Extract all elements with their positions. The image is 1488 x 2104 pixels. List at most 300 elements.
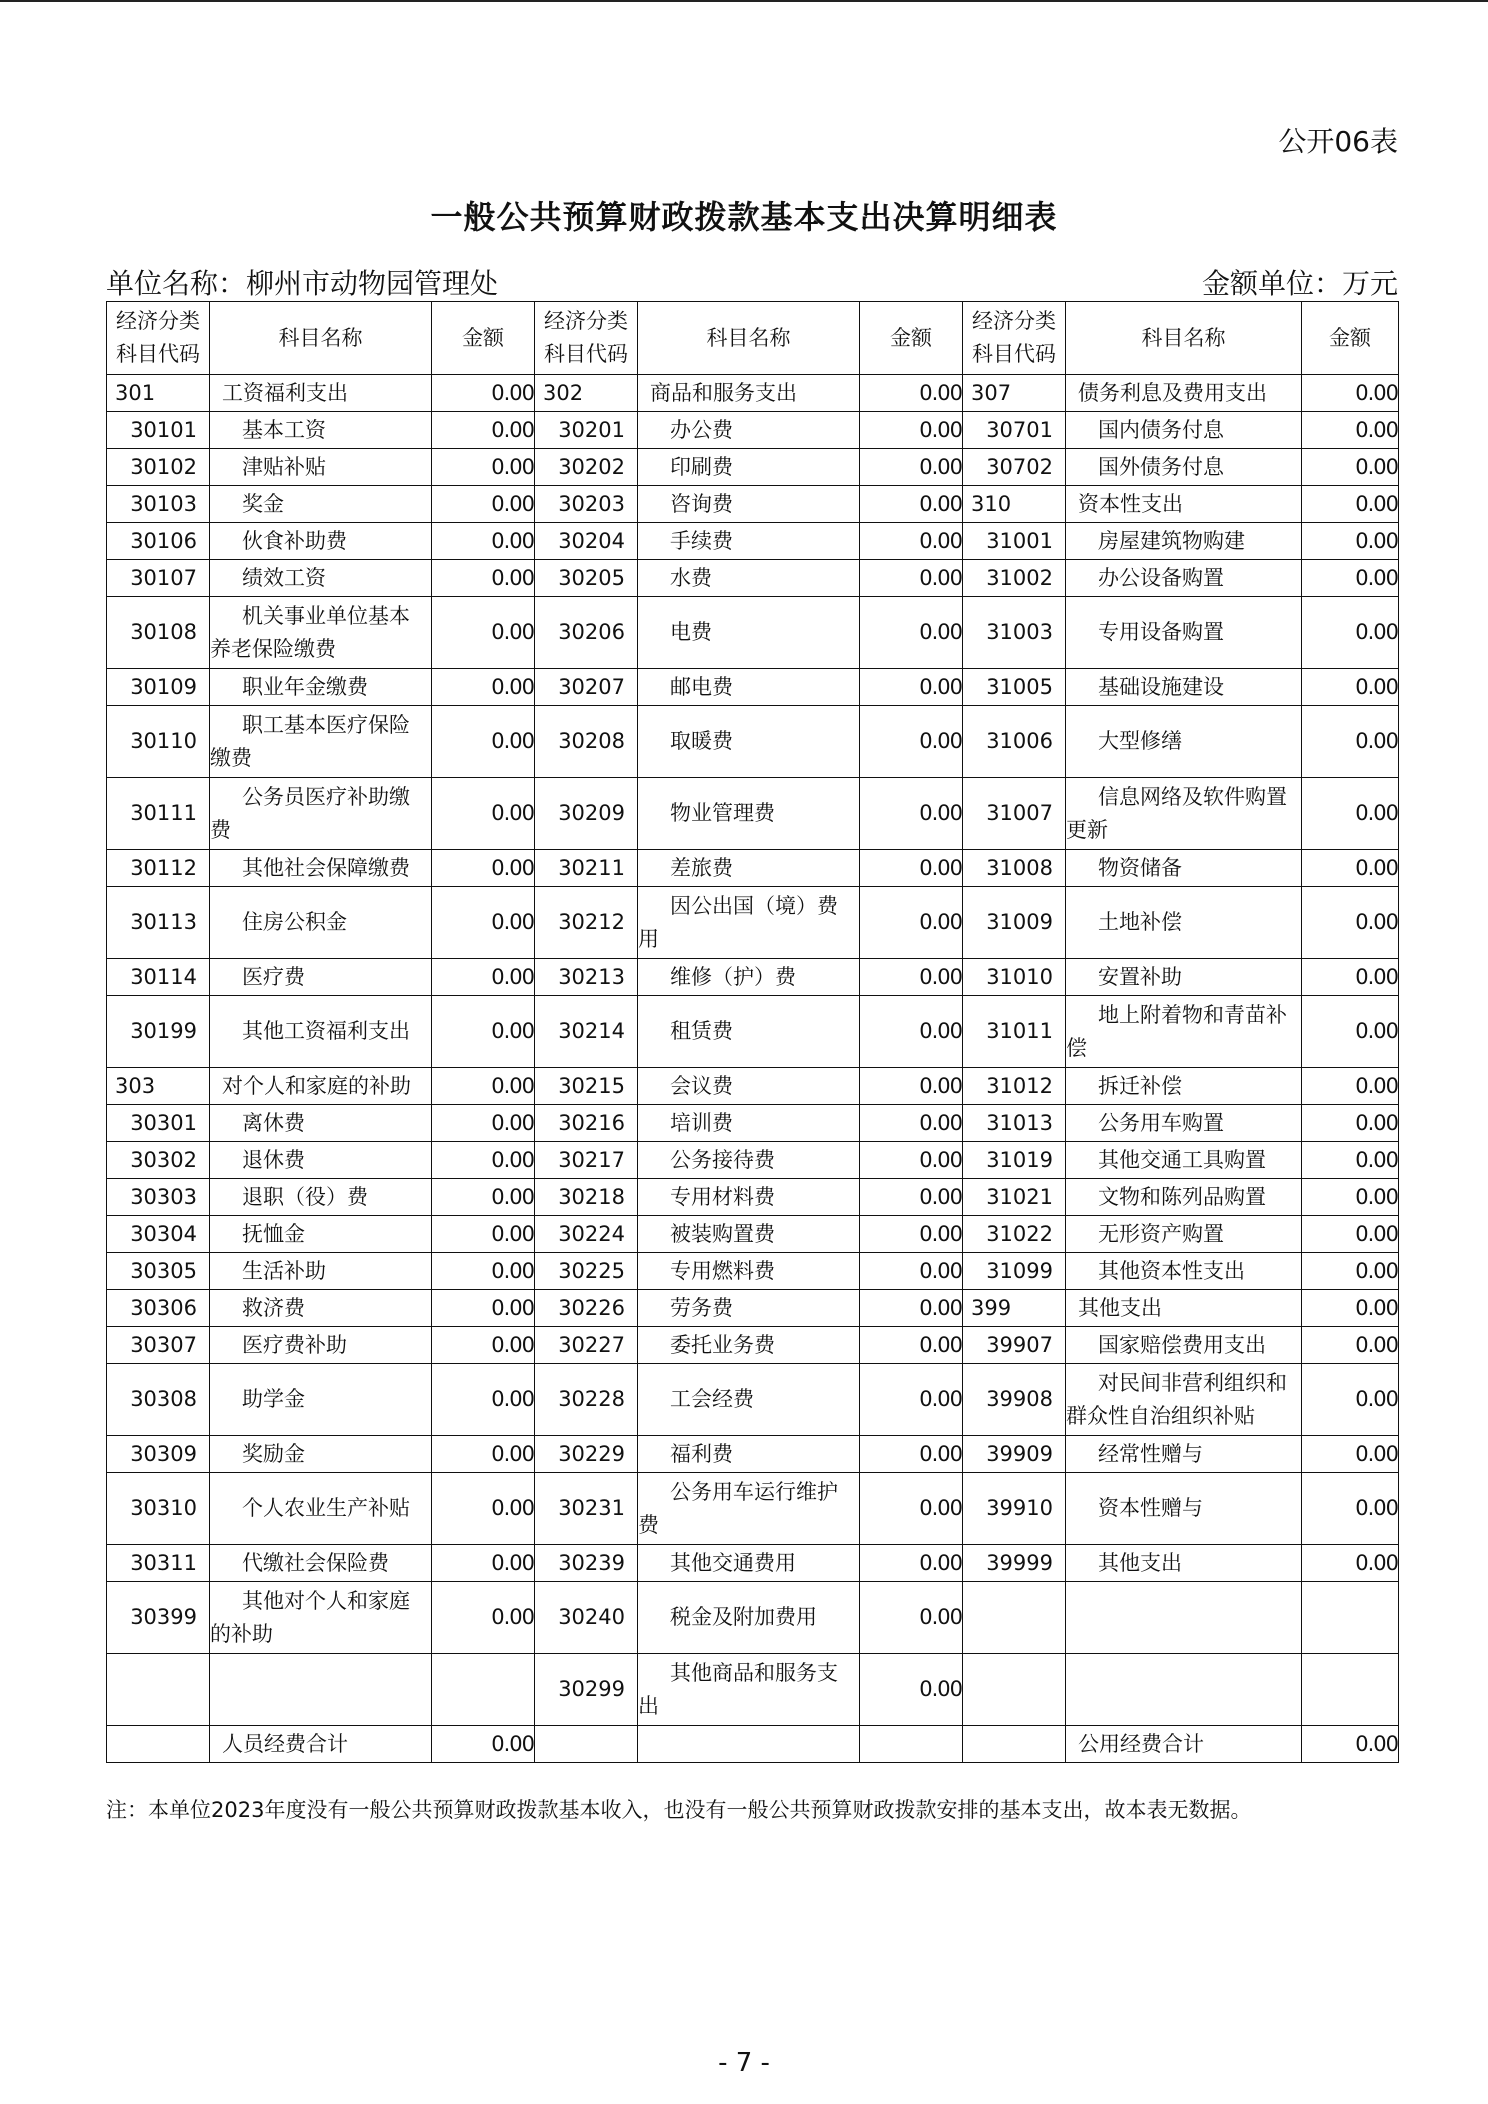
name-cell: 土地补偿 [1066,887,1302,959]
table-row [107,959,1399,996]
name-cell: 邮电费 [638,669,860,706]
amount-cell: 0.00 [860,1545,963,1582]
name-cell: 资本性赠与 [1066,1473,1302,1545]
amount-cell: 0.00 [1302,1105,1399,1142]
code-cell: 30702 [963,449,1066,486]
header-code: 经济分类科目代码 [535,302,638,375]
amount-cell: 0.00 [1302,887,1399,959]
header-name: 科目名称 [1066,302,1302,375]
amount-cell: 0.00 [860,1179,963,1216]
code-cell: 39907 [963,1327,1066,1364]
code-cell: 30311 [107,1545,210,1582]
code-cell: 30204 [535,523,638,560]
amount-cell: 0.00 [860,887,963,959]
amount-cell [432,1654,535,1726]
amount-cell: 0.00 [860,1253,963,1290]
code-cell: 302 [535,375,638,412]
code-cell: 30310 [107,1473,210,1545]
table-row [107,1105,1399,1142]
code-cell: 30108 [107,597,210,669]
name-cell: 对民间非营利组织和群众性自治组织补贴 [1066,1364,1302,1436]
table-cell [107,1726,210,1763]
name-cell: 国家赔偿费用支出 [1066,1327,1302,1364]
code-cell: 30107 [107,560,210,597]
amount-cell: 0.00 [432,887,535,959]
name-cell: 奖励金 [210,1436,432,1473]
amount-cell: 0.00 [432,959,535,996]
amount-cell: 0.00 [432,1142,535,1179]
name-cell: 医疗费 [210,959,432,996]
amount-cell: 0.00 [432,1179,535,1216]
name-cell: 退职（役）费 [210,1179,432,1216]
name-cell: 抚恤金 [210,1216,432,1253]
name-cell: 拆迁补偿 [1066,1068,1302,1105]
amount-cell: 0.00 [1302,1436,1399,1473]
header-amount: 金额 [1302,302,1399,375]
name-cell: 手续费 [638,523,860,560]
amount-unit: 金额单位：万元 [1201,267,1398,300]
name-cell: 对个人和家庭的补助 [210,1068,432,1105]
amount-cell: 0.00 [860,1327,963,1364]
amount-cell: 0.00 [1302,669,1399,706]
code-cell: 30213 [535,959,638,996]
code-cell: 31019 [963,1142,1066,1179]
table-row [107,1436,1399,1473]
amount-cell: 0.00 [1302,1142,1399,1179]
name-cell: 文物和陈列品购置 [1066,1179,1302,1216]
name-cell: 绩效工资 [210,560,432,597]
amount-cell: 0.00 [860,706,963,778]
name-cell: 伙食补助费 [210,523,432,560]
name-cell: 信息网络及软件购置更新 [1066,778,1302,850]
amount-cell: 0.00 [860,850,963,887]
amount-cell: 0.00 [432,1290,535,1327]
header-code: 经济分类科目代码 [107,302,210,375]
unit-name: 单位名称：柳州市动物园管理处 [106,267,499,300]
amount-cell: 0.00 [432,996,535,1068]
name-cell: 其他对个人和家庭的补助 [210,1582,432,1654]
code-cell: 307 [963,375,1066,412]
name-cell [210,1654,432,1726]
name-cell: 被装购置费 [638,1216,860,1253]
amount-cell: 0.00 [1302,850,1399,887]
amount-cell: 0.00 [1302,1068,1399,1105]
code-cell: 31001 [963,523,1066,560]
name-cell: 公务员医疗补助缴费 [210,778,432,850]
code-cell: 30216 [535,1105,638,1142]
code-cell: 31012 [963,1068,1066,1105]
code-cell: 30226 [535,1290,638,1327]
table-row [107,1216,1399,1253]
name-cell: 国外债务付息 [1066,449,1302,486]
name-cell [1066,1582,1302,1654]
amount-cell: 0.00 [432,1364,535,1436]
amount-cell: 0.00 [1302,375,1399,412]
name-cell: 津贴补贴 [210,449,432,486]
amount-cell: 0.00 [1302,1290,1399,1327]
top-border-line [0,0,1488,2]
amount-cell: 0.00 [860,1068,963,1105]
code-cell: 30112 [107,850,210,887]
code-cell: 31009 [963,887,1066,959]
amount-cell: 0.00 [860,1582,963,1654]
name-cell: 医疗费补助 [210,1327,432,1364]
name-cell: 安置补助 [1066,959,1302,996]
table-cell [963,1726,1066,1763]
code-cell: 30207 [535,669,638,706]
name-cell: 专用设备购置 [1066,597,1302,669]
table-row [107,523,1399,560]
code-cell: 30239 [535,1545,638,1582]
table-row [107,778,1399,850]
code-cell: 31007 [963,778,1066,850]
name-cell: 电费 [638,597,860,669]
amount-cell: 0.00 [1302,996,1399,1068]
table-row [107,1290,1399,1327]
table-row [107,1654,1399,1726]
code-cell: 30308 [107,1364,210,1436]
amount-cell: 0.00 [860,778,963,850]
amount-cell: 0.00 [432,1545,535,1582]
amount-cell: 0.00 [1302,706,1399,778]
totals-row [107,1726,1399,1763]
name-cell: 商品和服务支出 [638,375,860,412]
name-cell: 基础设施建设 [1066,669,1302,706]
name-cell: 其他支出 [1066,1545,1302,1582]
name-cell: 办公设备购置 [1066,560,1302,597]
amount-cell: 0.00 [432,375,535,412]
name-cell: 奖金 [210,486,432,523]
amount-cell: 0.00 [860,375,963,412]
table-row [107,1068,1399,1105]
amount-cell: 0.00 [860,412,963,449]
code-cell [963,1654,1066,1726]
code-cell: 30205 [535,560,638,597]
table-row [107,1327,1399,1364]
amount-cell: 0.00 [860,560,963,597]
code-cell: 30240 [535,1582,638,1654]
table-row [107,560,1399,597]
name-cell: 取暖费 [638,706,860,778]
name-cell: 个人农业生产补贴 [210,1473,432,1545]
amount-cell: 0.00 [860,486,963,523]
page-number: - 7 - [718,2048,770,2078]
code-cell: 31003 [963,597,1066,669]
amount-cell: 0.00 [1302,1216,1399,1253]
code-cell: 30202 [535,449,638,486]
name-cell: 维修（护）费 [638,959,860,996]
name-cell: 办公费 [638,412,860,449]
code-cell: 30228 [535,1364,638,1436]
table-row [107,1473,1399,1545]
name-cell: 咨询费 [638,486,860,523]
header-code: 经济分类科目代码 [963,302,1066,375]
table-cell [860,1726,963,1763]
code-cell: 30106 [107,523,210,560]
code-cell: 30225 [535,1253,638,1290]
name-cell: 其他资本性支出 [1066,1253,1302,1290]
amount-cell [1302,1582,1399,1654]
amount-cell: 0.00 [432,1068,535,1105]
amount-cell: 0.00 [432,1105,535,1142]
code-cell: 30227 [535,1327,638,1364]
amount-cell: 0.00 [860,1290,963,1327]
name-cell: 其他社会保障缴费 [210,850,432,887]
table-row [107,1364,1399,1436]
amount-cell: 0.00 [432,778,535,850]
code-cell: 30203 [535,486,638,523]
code-cell: 30304 [107,1216,210,1253]
expenditure-table [106,301,1399,1763]
name-cell: 工资福利支出 [210,375,432,412]
name-cell: 培训费 [638,1105,860,1142]
name-cell: 无形资产购置 [1066,1216,1302,1253]
name-cell: 公务用车购置 [1066,1105,1302,1142]
table-row [107,1179,1399,1216]
table-row [107,412,1399,449]
table-row [107,850,1399,887]
name-cell: 福利费 [638,1436,860,1473]
amount-cell: 0.00 [1302,1545,1399,1582]
name-cell: 救济费 [210,1290,432,1327]
amount-cell: 0.00 [432,1473,535,1545]
public-total-label: 公用经费合计 [1066,1726,1302,1763]
name-cell: 经常性赠与 [1066,1436,1302,1473]
name-cell: 其他商品和服务支出 [638,1654,860,1726]
name-cell: 专用燃料费 [638,1253,860,1290]
amount-cell: 0.00 [860,597,963,669]
name-cell: 助学金 [210,1364,432,1436]
name-cell: 机关事业单位基本养老保险缴费 [210,597,432,669]
table-row [107,1545,1399,1582]
name-cell: 委托业务费 [638,1327,860,1364]
amount-cell: 0.00 [860,1216,963,1253]
code-cell: 30110 [107,706,210,778]
name-cell: 生活补助 [210,1253,432,1290]
amount-cell: 0.00 [860,1436,963,1473]
code-cell: 31011 [963,996,1066,1068]
code-cell: 30209 [535,778,638,850]
code-cell: 30399 [107,1582,210,1654]
table-row [107,1142,1399,1179]
code-cell: 31021 [963,1179,1066,1216]
code-cell [963,1582,1066,1654]
amount-cell: 0.00 [432,449,535,486]
name-cell: 物业管理费 [638,778,860,850]
name-cell: 其他交通费用 [638,1545,860,1582]
amount-cell: 0.00 [432,1327,535,1364]
amount-cell: 0.00 [860,1364,963,1436]
code-cell: 31010 [963,959,1066,996]
amount-cell: 0.00 [860,1105,963,1142]
code-cell: 30309 [107,1436,210,1473]
table-row [107,1253,1399,1290]
amount-cell: 0.00 [1302,412,1399,449]
amount-cell: 0.00 [860,449,963,486]
amount-cell: 0.00 [860,1142,963,1179]
code-cell: 39908 [963,1364,1066,1436]
public-total-amount: 0.00 [1302,1726,1399,1763]
code-cell: 30102 [107,449,210,486]
code-cell: 31006 [963,706,1066,778]
name-cell: 国内债务付息 [1066,412,1302,449]
code-cell: 31002 [963,560,1066,597]
name-cell: 水费 [638,560,860,597]
amount-cell: 0.00 [860,1473,963,1545]
amount-cell: 0.00 [432,1436,535,1473]
name-cell: 专用材料费 [638,1179,860,1216]
amount-cell: 0.00 [432,706,535,778]
amount-cell: 0.00 [1302,1327,1399,1364]
name-cell: 公务用车运行维护费 [638,1473,860,1545]
name-cell: 职工基本医疗保险缴费 [210,706,432,778]
amount-cell: 0.00 [1302,778,1399,850]
amount-cell: 0.00 [860,669,963,706]
name-cell: 基本工资 [210,412,432,449]
code-cell: 31008 [963,850,1066,887]
code-cell: 30214 [535,996,638,1068]
amount-cell: 0.00 [1302,1179,1399,1216]
code-cell: 399 [963,1290,1066,1327]
amount-cell [1302,1654,1399,1726]
amount-cell: 0.00 [432,597,535,669]
code-cell: 30305 [107,1253,210,1290]
code-cell: 30111 [107,778,210,850]
name-cell: 代缴社会保险费 [210,1545,432,1582]
name-cell: 会议费 [638,1068,860,1105]
code-cell: 30201 [535,412,638,449]
code-cell: 30307 [107,1327,210,1364]
name-cell: 地上附着物和青苗补偿 [1066,996,1302,1068]
name-cell: 房屋建筑物购建 [1066,523,1302,560]
name-cell: 住房公积金 [210,887,432,959]
footnote: 注：本单位2023年度没有一般公共预算财政拨款基本收入，也没有一般公共预算财政拨款安排的基本支出，故本表无数据。 [106,1798,1252,1822]
code-cell: 30101 [107,412,210,449]
table-row [107,887,1399,959]
amount-cell: 0.00 [1302,560,1399,597]
name-cell: 物资储备 [1066,850,1302,887]
code-cell: 30218 [535,1179,638,1216]
amount-cell: 0.00 [1302,959,1399,996]
code-cell: 310 [963,486,1066,523]
code-cell: 30306 [107,1290,210,1327]
table-header-row [107,302,1399,375]
code-cell: 31099 [963,1253,1066,1290]
name-cell [1066,1654,1302,1726]
code-cell: 39909 [963,1436,1066,1473]
code-cell: 30206 [535,597,638,669]
table-row [107,1582,1399,1654]
code-cell: 30299 [535,1654,638,1726]
name-cell: 租赁费 [638,996,860,1068]
code-cell: 30215 [535,1068,638,1105]
name-cell: 大型修缮 [1066,706,1302,778]
code-cell: 30109 [107,669,210,706]
amount-cell: 0.00 [1302,1253,1399,1290]
table-row [107,996,1399,1068]
code-cell: 31013 [963,1105,1066,1142]
amount-cell: 0.00 [432,560,535,597]
code-cell: 30103 [107,486,210,523]
code-cell: 30208 [535,706,638,778]
code-cell: 31022 [963,1216,1066,1253]
code-cell: 31005 [963,669,1066,706]
code-cell: 30302 [107,1142,210,1179]
table-row [107,706,1399,778]
amount-cell: 0.00 [432,850,535,887]
amount-cell: 0.00 [432,486,535,523]
header-amount: 金额 [432,302,535,375]
personnel-total-amount: 0.00 [432,1726,535,1763]
amount-cell: 0.00 [432,669,535,706]
amount-cell: 0.00 [1302,486,1399,523]
amount-cell: 0.00 [860,1654,963,1726]
code-cell: 30217 [535,1142,638,1179]
amount-cell: 0.00 [432,1253,535,1290]
name-cell: 职业年金缴费 [210,669,432,706]
name-cell: 其他工资福利支出 [210,996,432,1068]
header-name: 科目名称 [638,302,860,375]
code-cell: 30303 [107,1179,210,1216]
amount-cell: 0.00 [1302,1364,1399,1436]
amount-cell: 0.00 [1302,1473,1399,1545]
code-cell: 30229 [535,1436,638,1473]
amount-cell: 0.00 [432,1582,535,1654]
amount-cell: 0.00 [1302,449,1399,486]
name-cell: 其他支出 [1066,1290,1302,1327]
name-cell: 劳务费 [638,1290,860,1327]
name-cell: 资本性支出 [1066,486,1302,523]
name-cell: 税金及附加费用 [638,1582,860,1654]
table-row [107,375,1399,412]
name-cell: 因公出国（境）费用 [638,887,860,959]
amount-cell: 0.00 [432,412,535,449]
amount-cell: 0.00 [432,523,535,560]
code-cell: 303 [107,1068,210,1105]
name-cell: 其他交通工具购置 [1066,1142,1302,1179]
table-row [107,669,1399,706]
amount-cell: 0.00 [860,996,963,1068]
code-cell: 39999 [963,1545,1066,1582]
code-cell: 301 [107,375,210,412]
amount-cell: 0.00 [432,1216,535,1253]
code-cell: 30199 [107,996,210,1068]
table-cell [535,1726,638,1763]
code-cell: 30231 [535,1473,638,1545]
name-cell: 离休费 [210,1105,432,1142]
name-cell: 印刷费 [638,449,860,486]
personnel-total-label: 人员经费合计 [210,1726,432,1763]
code-cell: 30301 [107,1105,210,1142]
code-cell: 30114 [107,959,210,996]
code-cell: 30701 [963,412,1066,449]
amount-cell: 0.00 [860,523,963,560]
code-cell: 39910 [963,1473,1066,1545]
page-title: 一般公共预算财政拨款基本支出决算明细表 [430,198,1058,236]
form-id: 公开06表 [1278,125,1398,158]
amount-cell: 0.00 [1302,523,1399,560]
name-cell: 公务接待费 [638,1142,860,1179]
amount-cell: 0.00 [860,959,963,996]
name-cell: 债务利息及费用支出 [1066,375,1302,412]
header-amount: 金额 [860,302,963,375]
code-cell [107,1654,210,1726]
name-cell: 差旅费 [638,850,860,887]
table-row [107,486,1399,523]
code-cell: 30212 [535,887,638,959]
table-cell [638,1726,860,1763]
table-row [107,449,1399,486]
